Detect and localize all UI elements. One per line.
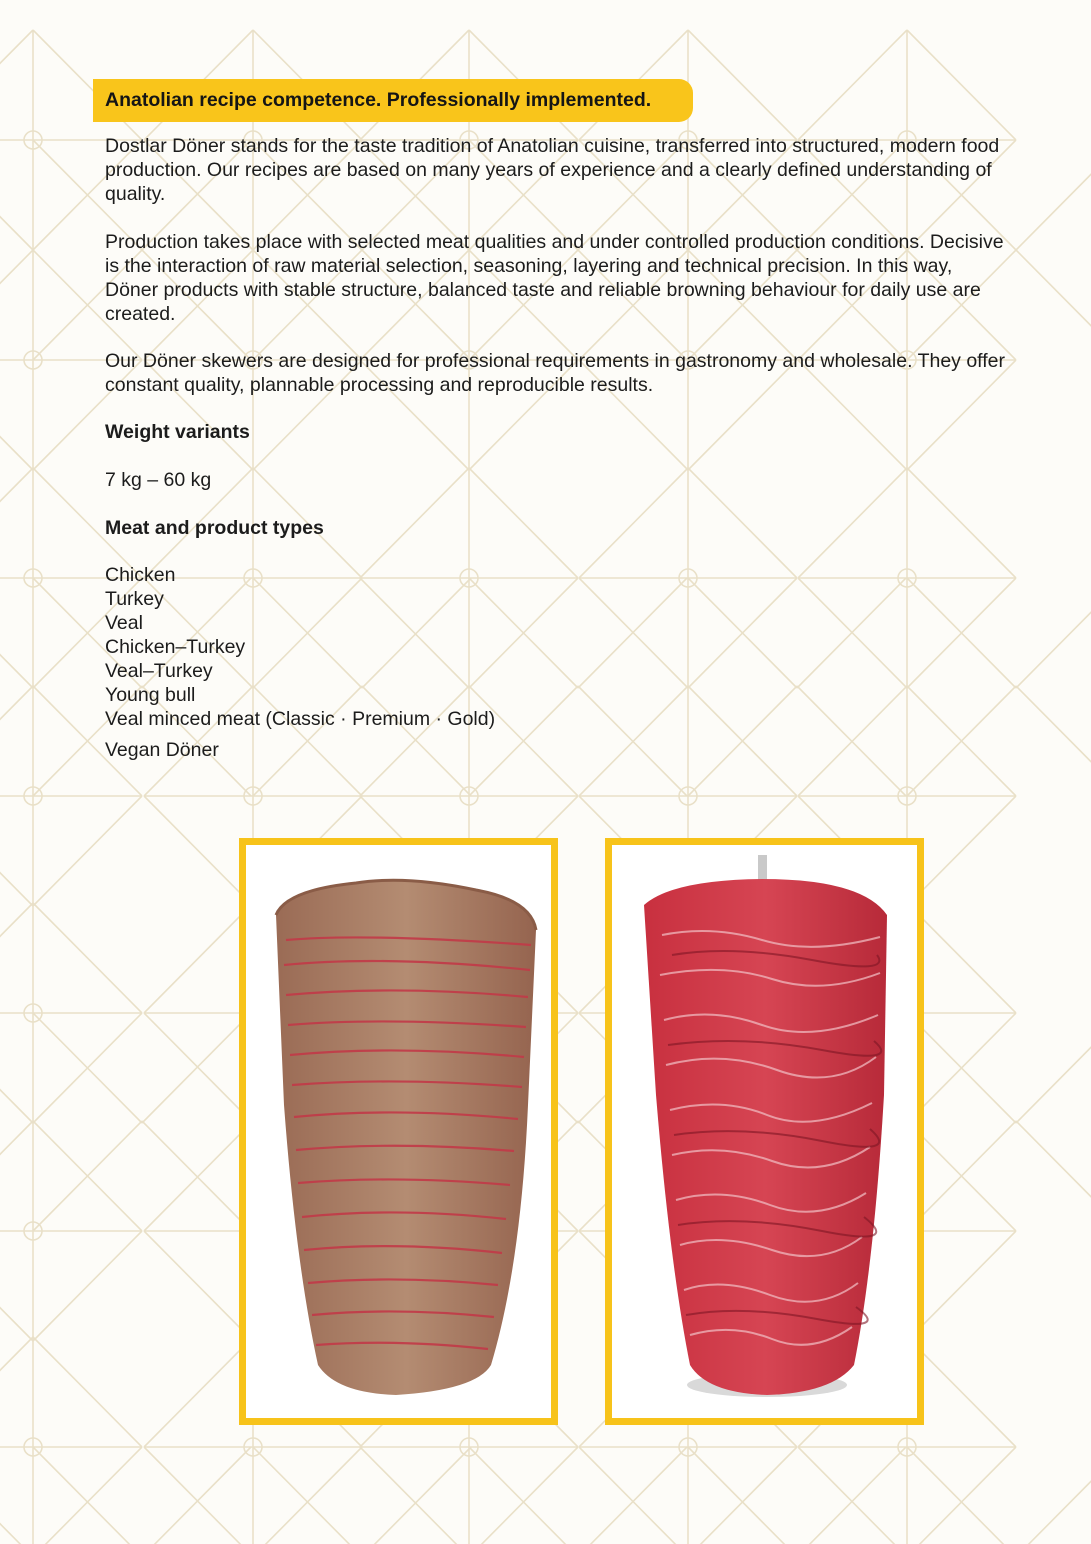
weight-variants-heading: Weight variants [105,421,250,443]
list-item: Young bull [105,684,196,706]
red-meat-doner-image-frame [605,838,924,1425]
red-meat-doner-skewer-image [612,845,917,1418]
list-item: Chicken [105,564,176,586]
meat-type-list [105,563,495,762]
headline-banner [93,79,693,122]
list-item: Chicken–Turkey [105,636,246,658]
headline-text: Anatolian recipe competence. Professionally implemented. [105,89,652,111]
list-item: Veal–Turkey [105,660,213,682]
minced-doner-image-frame [239,838,558,1425]
intro-paragraph: Dostlar Döner stands for the taste tradition of Anatolian cuisine, transferred into structured, modern food production. Our recipes are based on many years of experience and a clearly defined understanding of quality. [105,135,1000,205]
list-item: Vegan Döner [105,739,219,761]
list-item: Veal [105,612,143,634]
skewer-paragraph: Our Döner skewers are designed for professional requirements in gastronomy and wholesale. They offer constant quality, plannable processing and reproducible results. [105,350,1005,396]
production-paragraph: Production takes place with selected meat qualities and under controlled production conditions. Decisive is the interaction of raw material selection, seasoning, layering and technical precision. In this way, Döner products with stable structure, balanced taste and reliable browning behaviour for daily use are created. [105,231,1004,325]
weight-range: 7 kg – 60 kg [105,469,212,491]
list-item: Turkey [105,588,164,610]
meat-types-heading: Meat and product types [105,517,324,539]
minced-doner-skewer-image [246,845,551,1418]
list-item: Veal minced meat (Classic · Premium · Gold) [105,708,496,730]
